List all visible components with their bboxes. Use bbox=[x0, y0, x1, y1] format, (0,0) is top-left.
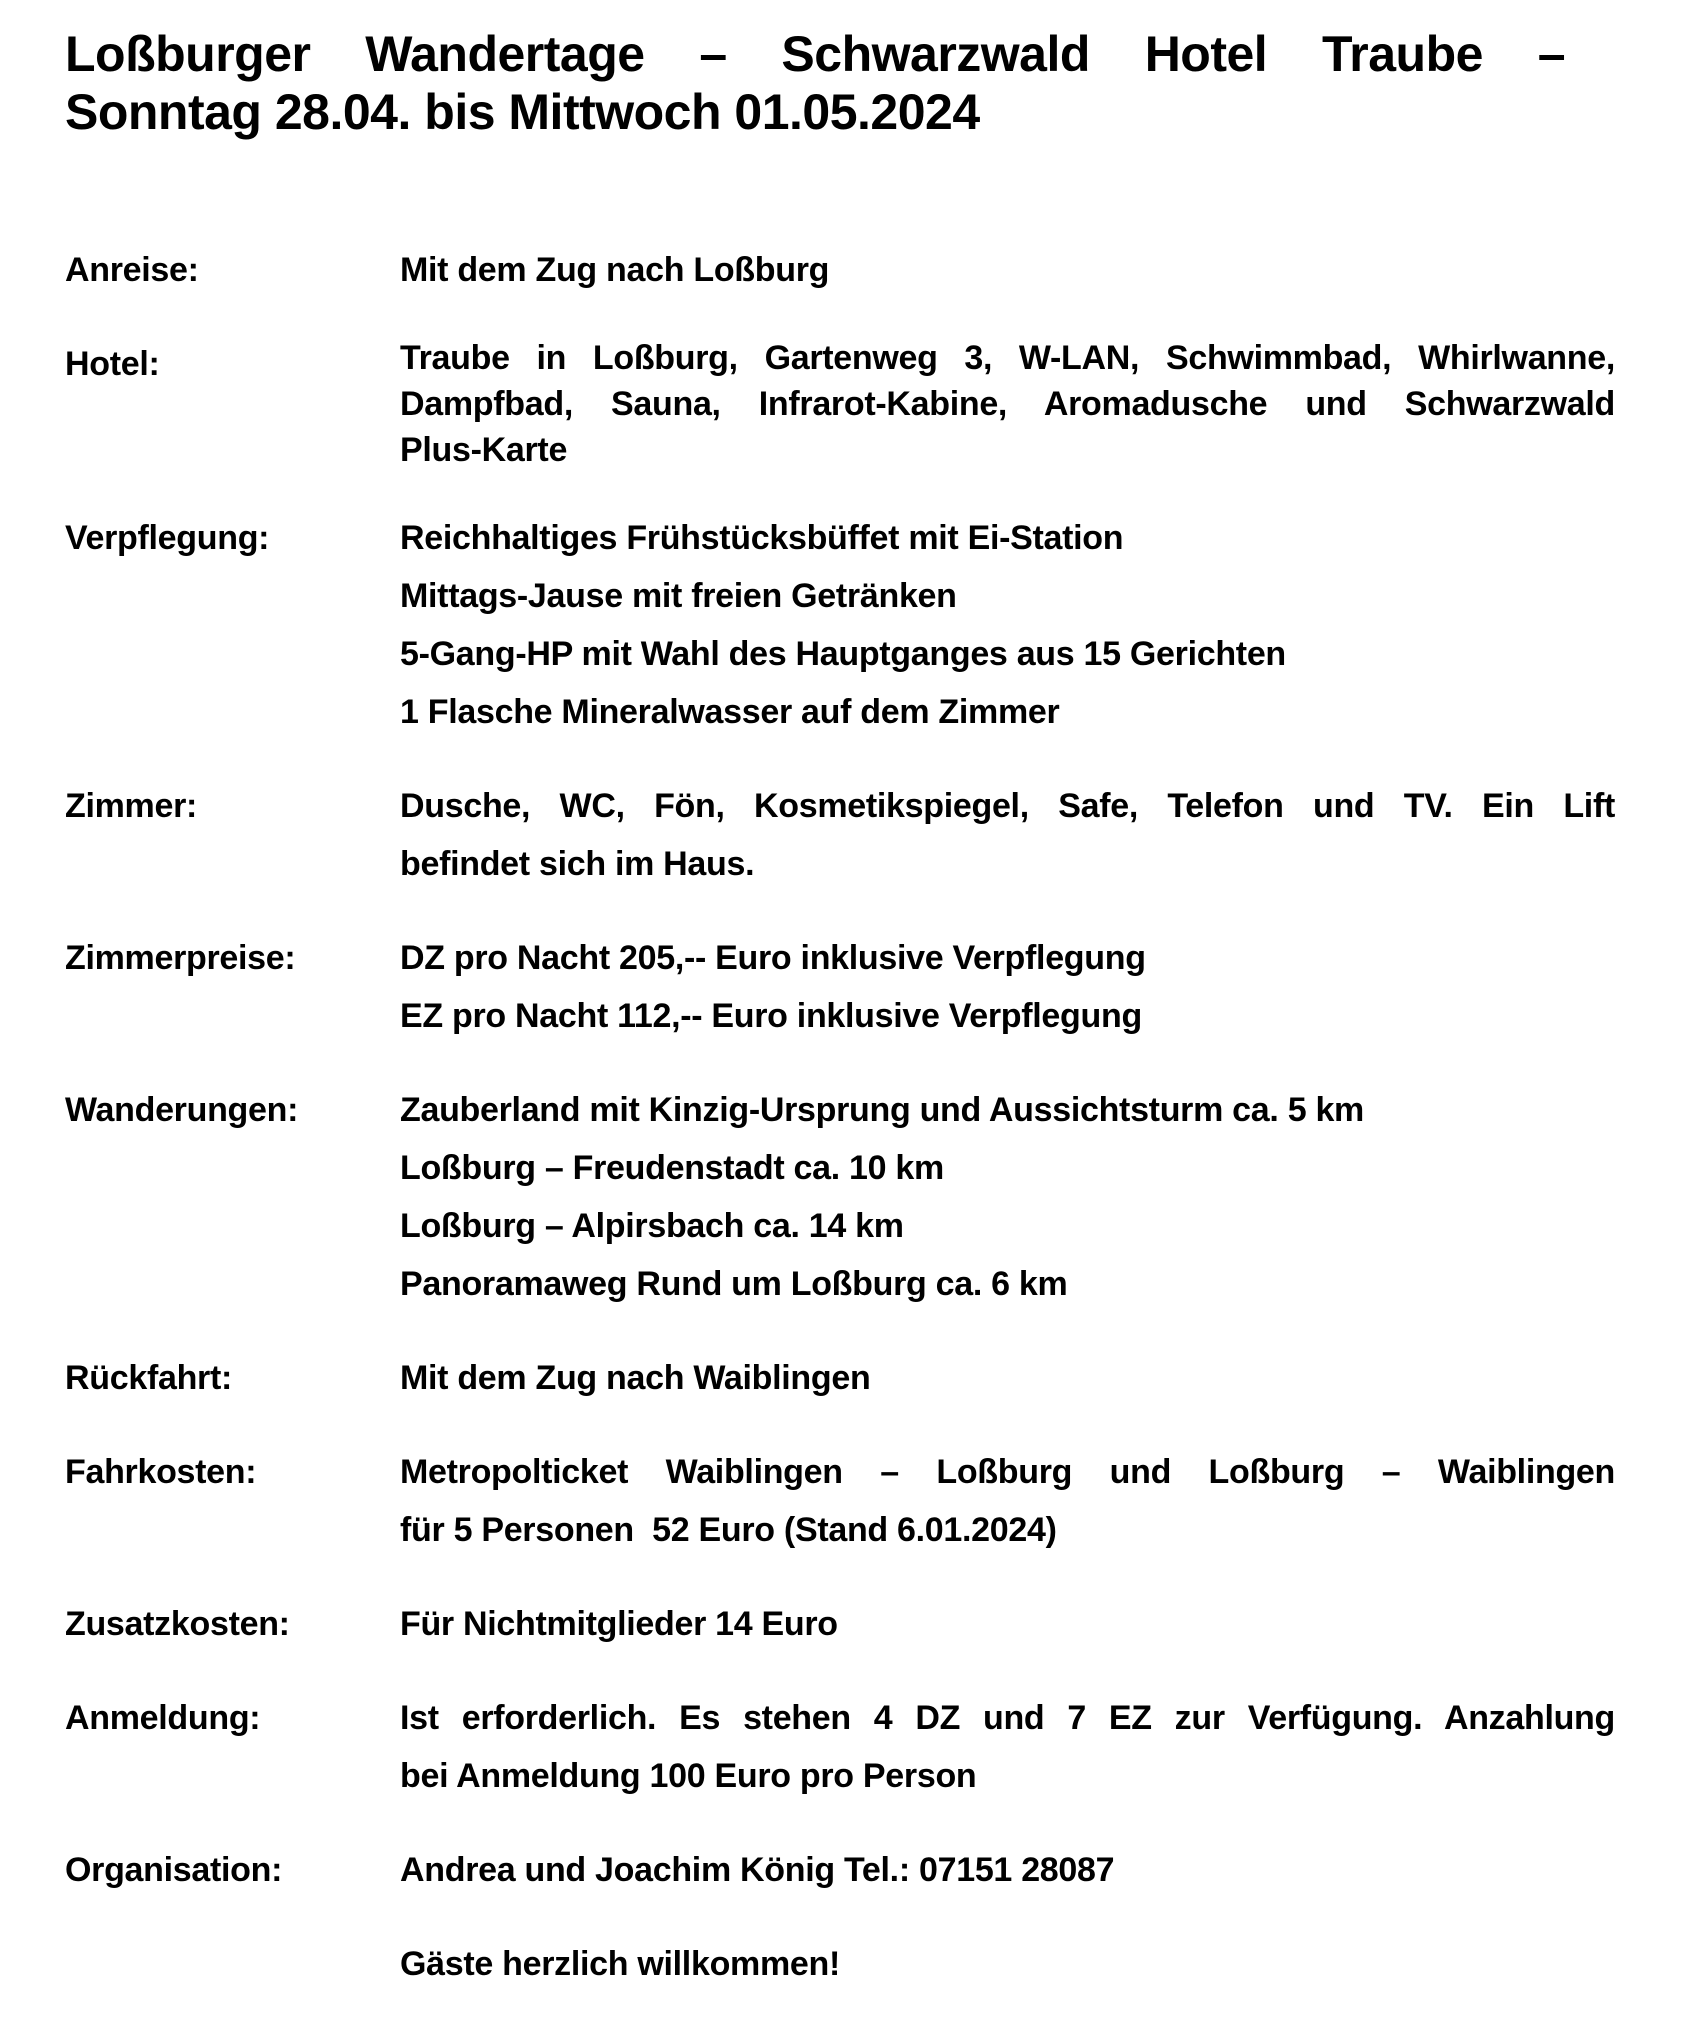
section-row-zimmer bbox=[65, 777, 1615, 893]
section-text-line: Für Nichtmitglieder 14 Euro bbox=[400, 1605, 838, 1643]
section-label-zimmer: Zimmer: bbox=[65, 787, 198, 825]
section-text-line: Andrea und Joachim König Tel.: 07151 28087 bbox=[400, 1851, 1115, 1889]
section-label-zusatzkosten: Zusatzkosten: bbox=[65, 1605, 290, 1643]
section-text-line: Dusche, WC, Fön, Kosmetikspiegel, Safe, Telefon und TV. Ein Lift bbox=[400, 787, 1615, 825]
section-value-rückfahrt bbox=[400, 1349, 1615, 1407]
section-row-rückfahrt bbox=[65, 1349, 1615, 1407]
document-title-line-1: Loßburger Wandertage – Schwarzwald Hotel Traube – bbox=[65, 26, 1565, 82]
section-row-organisation bbox=[65, 1841, 1615, 1899]
section-text-line: bei Anmeldung 100 Euro pro Person bbox=[400, 1757, 977, 1795]
section-value-zimmerpreise bbox=[400, 929, 1615, 1045]
section-label-zimmerpreise: Zimmerpreise: bbox=[65, 939, 296, 977]
section-value-organisation bbox=[400, 1841, 1615, 1899]
section-value-closing bbox=[400, 1935, 1615, 1993]
section-row-closing bbox=[65, 1935, 1615, 1993]
section-text-line: Ist erforderlich. Es stehen 4 DZ und 7 EZ zur Verfügung. Anzahlung bbox=[400, 1699, 1615, 1737]
section-value-fahrkosten bbox=[400, 1443, 1615, 1559]
section-row-zusatzkosten bbox=[65, 1595, 1615, 1653]
section-text-line: Metropolticket Waiblingen – Loßburg und Loßburg – Waiblingen bbox=[400, 1453, 1615, 1491]
section-value-anreise bbox=[400, 241, 1615, 299]
section-text-line: Loßburg – Freudenstadt ca. 10 km bbox=[400, 1149, 944, 1187]
section-value-wanderungen bbox=[400, 1081, 1615, 1313]
section-value-zimmer bbox=[400, 777, 1615, 893]
section-text-line: 5-Gang-HP mit Wahl des Hauptganges aus 15 Gerichten bbox=[400, 635, 1286, 673]
document-title bbox=[65, 25, 1565, 141]
section-label-hotel: Hotel: bbox=[65, 345, 160, 383]
document-title-line-2: Sonntag 28.04. bis Mittwoch 01.05.2024 bbox=[65, 84, 980, 140]
section-value-verpflegung bbox=[400, 509, 1615, 741]
section-text-line: Mit dem Zug nach Waiblingen bbox=[400, 1359, 871, 1397]
section-label-anreise: Anreise: bbox=[65, 251, 199, 289]
section-text-line: Gäste herzlich willkommen! bbox=[400, 1945, 840, 1983]
section-text-line: EZ pro Nacht 112,-- Euro inklusive Verpflegung bbox=[400, 997, 1142, 1035]
section-row-anreise bbox=[65, 241, 1615, 299]
section-value-anmeldung bbox=[400, 1689, 1615, 1805]
section-row-verpflegung bbox=[65, 509, 1615, 741]
section-label-organisation: Organisation: bbox=[65, 1851, 283, 1889]
section-row-fahrkosten bbox=[65, 1443, 1615, 1559]
section-value-zusatzkosten bbox=[400, 1595, 1615, 1653]
section-label-wanderungen: Wanderungen: bbox=[65, 1091, 299, 1129]
section-text-line: Reichhaltiges Frühstücksbüffet mit Ei-Station bbox=[400, 519, 1124, 557]
section-value-hotel bbox=[400, 335, 1615, 473]
section-text-line: für 5 Personen 52 Euro (Stand 6.01.2024) bbox=[400, 1511, 1057, 1549]
section-label-rückfahrt: Rückfahrt: bbox=[65, 1359, 233, 1397]
section-text-line: befindet sich im Haus. bbox=[400, 845, 755, 883]
section-label-verpflegung: Verpflegung: bbox=[65, 519, 270, 557]
section-text-line: Traube in Loßburg, Gartenweg 3, W-LAN, Schwimmbad, Whirlwanne, bbox=[400, 339, 1615, 377]
section-text-line: Mit dem Zug nach Loßburg bbox=[400, 251, 830, 289]
section-row-anmeldung bbox=[65, 1689, 1615, 1805]
section-row-hotel bbox=[65, 335, 1615, 473]
sections-list bbox=[65, 241, 1615, 1993]
section-row-wanderungen bbox=[65, 1081, 1615, 1313]
section-row-zimmerpreise bbox=[65, 929, 1615, 1045]
section-text-line: 1 Flasche Mineralwasser auf dem Zimmer bbox=[400, 693, 1060, 731]
section-text-line: Zauberland mit Kinzig-Ursprung und Aussichtsturm ca. 5 km bbox=[400, 1091, 1364, 1129]
section-text-line: Mittags-Jause mit freien Getränken bbox=[400, 577, 957, 615]
section-text-line: Plus-Karte bbox=[400, 431, 568, 469]
section-text-line: Panoramaweg Rund um Loßburg ca. 6 km bbox=[400, 1265, 1068, 1303]
section-text-line: DZ pro Nacht 205,-- Euro inklusive Verpflegung bbox=[400, 939, 1146, 977]
section-label-fahrkosten: Fahrkosten: bbox=[65, 1453, 257, 1491]
section-text-line: Loßburg – Alpirsbach ca. 14 km bbox=[400, 1207, 904, 1245]
section-label-anmeldung: Anmeldung: bbox=[65, 1699, 261, 1737]
section-text-line: Dampfbad, Sauna, Infrarot-Kabine, Aromadusche und Schwarzwald bbox=[400, 385, 1615, 423]
